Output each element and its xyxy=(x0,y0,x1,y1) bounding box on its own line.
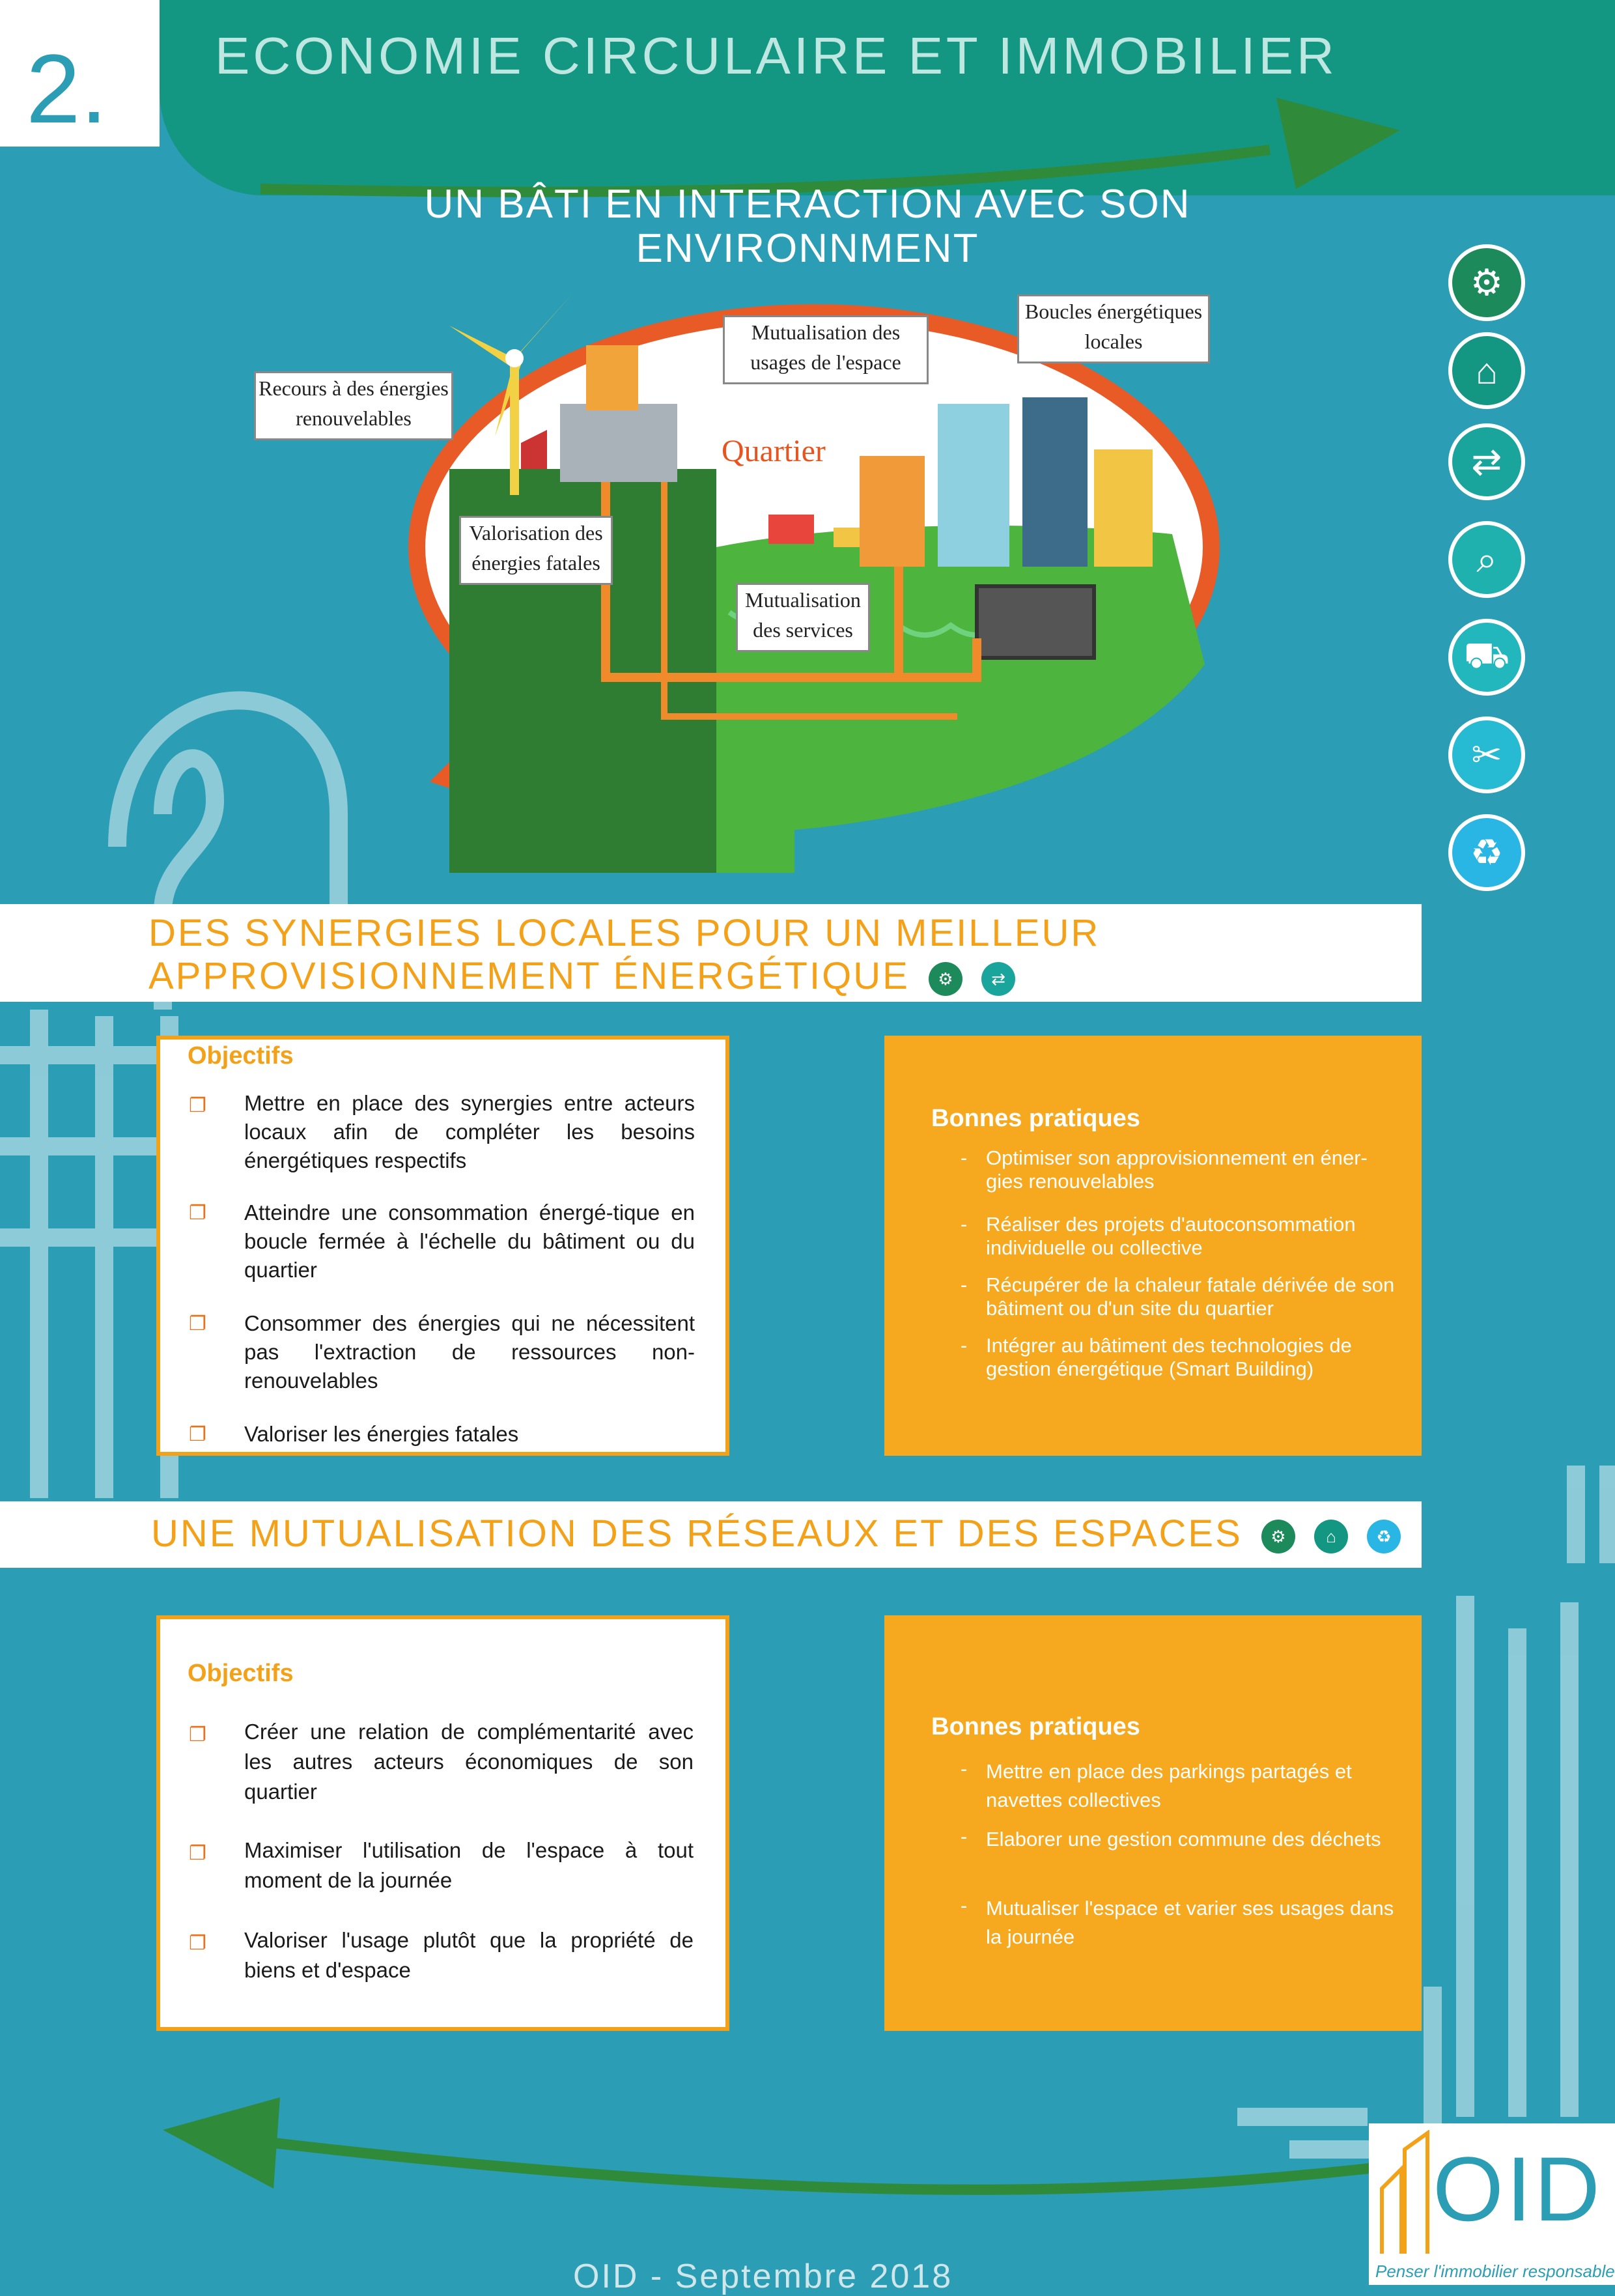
oid-logo-text: OID xyxy=(1433,2138,1603,2240)
page-title: ECONOMIE CIRCULAIRE ET IMMOBILIER xyxy=(215,27,1338,85)
checkbox-icon: ❐ xyxy=(189,1933,206,1954)
label-fatal-energy: Valorisation des énergies fatales xyxy=(459,516,613,585)
section1-objectives-title: Objectifs xyxy=(188,1042,294,1070)
label-mutual-services: Mutualisation des services xyxy=(736,583,870,652)
section2-practice-3: Mutualiser l'espace et varier ses usages dans la journée xyxy=(986,1897,1394,1948)
checkbox-icon: ❐ xyxy=(189,1843,206,1864)
checkbox-icon: ❐ xyxy=(189,1095,206,1116)
label-energy-loops: Boucles énergétiques locales xyxy=(1017,294,1210,363)
oid-tagline: Penser l'immobilier responsable xyxy=(1375,2261,1615,2281)
label-quartier: Quartier xyxy=(722,434,826,468)
section2-title: UNE MUTUALISATION DES RÉSEAUX ET DES ESPACES ⚙ ⌂ ♻ xyxy=(151,1512,1401,1555)
section-number: 2. xyxy=(26,34,108,143)
section1-practice-4: Intégrer au bâtiment des technologies de gestion énergétique (Smart Building) xyxy=(986,1334,1352,1380)
recycle-icon: ♻ xyxy=(1448,814,1525,891)
section1-practice-2: Réaliser des projets d'autoconsommation individuelle ou collective xyxy=(986,1213,1356,1259)
checkbox-icon: ❐ xyxy=(189,1724,206,1746)
dash-icon: - xyxy=(961,1825,968,1848)
wind-factory-mini-icon: ⚙ xyxy=(929,962,962,996)
recycle-mini-icon: ♻ xyxy=(1367,1520,1401,1553)
section2-objective-1: Créer une relation de complémentarité avec les autres acteurs économiques de son quartier xyxy=(244,1720,694,1804)
building-plan-mini-icon: ⌂ xyxy=(1314,1520,1348,1553)
energy-exchange-icon: ⇄ xyxy=(1448,423,1525,500)
label-renewables: Recours à des énergies renouvelables xyxy=(254,371,453,440)
tools-icon: ✂ xyxy=(1448,716,1525,793)
section2-objective-3: Valoriser l'usage plutôt que la propriété de biens et d'espace xyxy=(244,1928,694,1982)
dash-icon: - xyxy=(961,1213,968,1236)
dash-icon: - xyxy=(961,1273,968,1296)
section2-practices-box xyxy=(884,1615,1422,2031)
label-mutual-space: Mutualisation des usages de l'espace xyxy=(723,315,929,384)
dash-icon: - xyxy=(961,1757,968,1780)
building-search-icon: ⌕ xyxy=(1448,521,1525,598)
section2-practices-title: Bonnes pratiques xyxy=(931,1713,1140,1740)
checkbox-icon: ❐ xyxy=(189,1424,206,1445)
dash-icon: - xyxy=(961,1146,968,1169)
checkbox-icon: ❐ xyxy=(189,1202,206,1224)
dash-icon: - xyxy=(961,1894,968,1917)
section1-objective-1: Mettre en place des synergies entre acteurs locaux afin de compléter les besoins énergétiques respectifs xyxy=(244,1091,695,1172)
section2-practice-1: Mettre en place des parkings partagés et navettes collectives xyxy=(986,1760,1352,1811)
building-plan-icon: ⌂ xyxy=(1448,332,1525,409)
section1-objective-3: Consommer des énergies qui ne nécessitent pas l'extraction de ressources non-renouvelables xyxy=(244,1311,695,1393)
wind-factory-mini-icon: ⚙ xyxy=(1261,1520,1295,1553)
section1-objective-4: Valoriser les énergies fatales xyxy=(244,1422,519,1446)
cart-icon: ⛟ xyxy=(1448,619,1525,696)
section2-objective-2: Maximiser l'utilisation de l'espace à tout moment de la journée xyxy=(244,1838,694,1892)
footer-text: OID - Septembre 2018 xyxy=(573,2258,953,2295)
section1-practices-title: Bonnes pratiques xyxy=(931,1105,1140,1132)
section1-practice-1: Optimiser son approvisionnement en éner-gies renouvelables xyxy=(986,1146,1368,1193)
section1-practice-3: Récupérer de la chaleur fatale dérivée de son bâtiment ou d'un site du quartier xyxy=(986,1273,1395,1320)
energy-exchange-mini-icon: ⇄ xyxy=(981,962,1015,996)
illustration-title: UN BÂTI EN INTERACTION AVEC SON ENVIRONNMENT xyxy=(424,182,1191,271)
section2-practice-2: Elaborer une gestion commune des déchets xyxy=(986,1828,1381,1850)
dash-icon: - xyxy=(961,1334,968,1357)
oid-logo-icon xyxy=(1375,2130,1434,2257)
section2-objectives-title: Objectifs xyxy=(188,1660,294,1687)
wind-factory-icon: ⚙ xyxy=(1448,244,1525,321)
section1-title: DES SYNERGIES LOCALES POUR UN MEILLEUR APPROVISIONNEMENT ÉNERGÉTIQUE ⚙ ⇄ xyxy=(148,912,1101,997)
checkbox-icon: ❐ xyxy=(189,1313,206,1335)
section1-objective-2: Atteindre une consommation énergé-tique en boucle fermée à l'échelle du bâtiment ou du quartier xyxy=(244,1200,695,1282)
